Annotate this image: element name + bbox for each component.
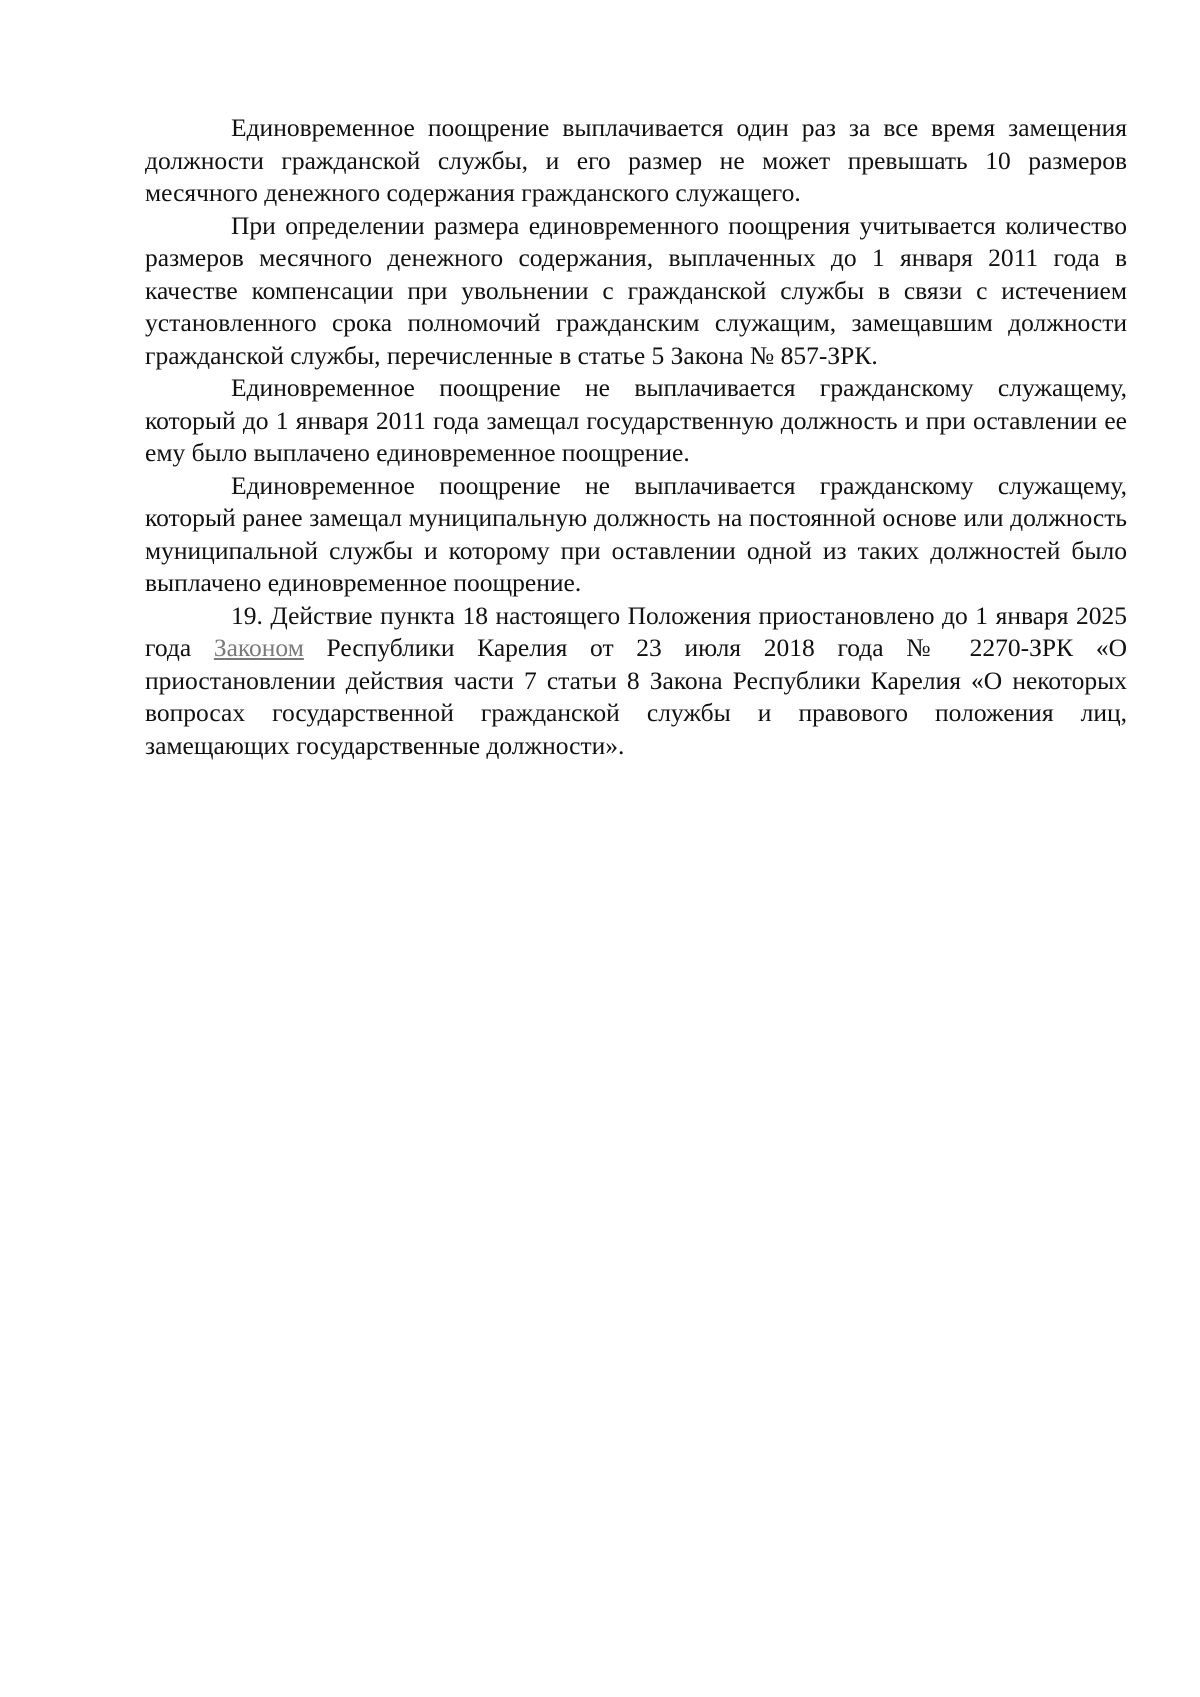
paragraph-bonus-exclusion-state-position: Единовременное поощрение не выплачивается гражданскому служащему, который до 1 января 2011 года замещал государственную должность и при оставлении ее ему было выплачено единовременное поощрение.: [145, 373, 1127, 467]
document-body: [145, 112, 1127, 762]
paragraph-one-time-bonus: Единовременное поощрение выплачивается один раз за все время замещения должности гражданской службы, и его размер не может превышать 10 размеров месячного денежного содержания гражданского служащего.: [145, 113, 1127, 207]
item-19-text-before-link: 19. Действие пункта 18 настоящего Положения приостановлено до 1 января 2025 года: [145, 600, 1127, 662]
paragraph-item-19: [145, 600, 1127, 763]
item-19-text-after-link: Республики Карелия от 23 июля 2018 года № 2270-ЗРК «О приостановлении действия части 7 статьи 8 Закона Республики Карелия «О некоторых вопросах государственной гражданской службы и правового положения лиц, замещающих государственные должности».: [145, 633, 1127, 760]
paragraph-bonus-calculation: При определении размера единовременного поощрения учитывается количество размеров месячного денежного содержания, выплаченных до 1 января 2011 года в качестве компенсации при увольнении с гражданской службы в связи с истечением установленного срока полномочий гражданским служащим, замещавшим должности гражданской службы, перечисленные в статье 5 Закона № 857-ЗРК.: [145, 210, 1127, 370]
paragraph-bonus-exclusion-municipal: Единовременное поощрение не выплачивается гражданскому служащему, который ранее замещал муниципальную должность на постоянной основе или должность муниципальной службы и которому при оставлении одной из таких должностей было выплачено единовременное поощрение.: [145, 470, 1127, 597]
law-link[interactable]: Законом: [213, 633, 304, 662]
